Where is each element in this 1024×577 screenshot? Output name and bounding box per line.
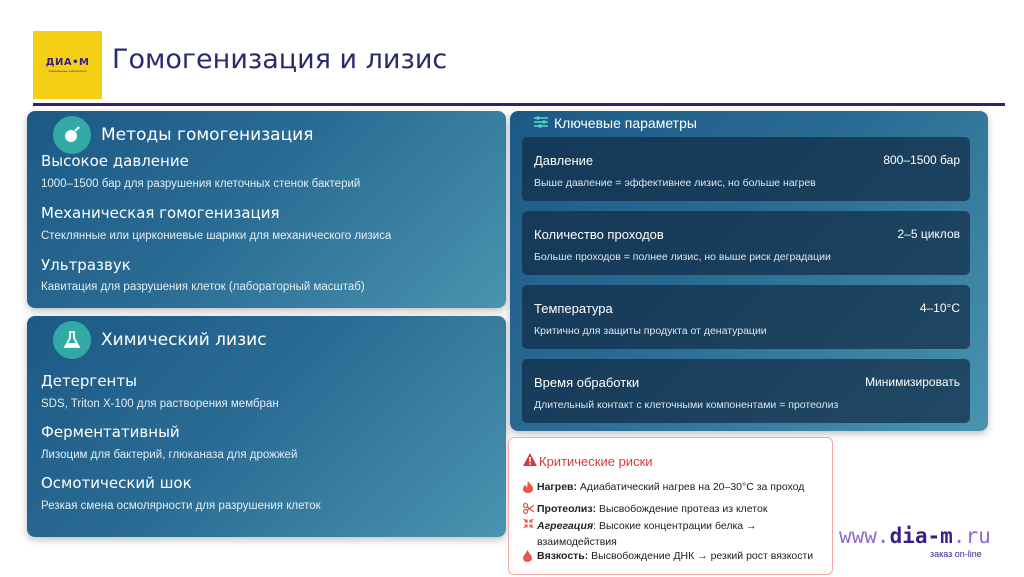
risk-item-aggregation (523, 518, 823, 550)
bomb-icon (53, 116, 91, 154)
risks-title: Критические риски (539, 453, 653, 469)
risk-text: Высвобождение ДНК → резкий рост вязкости (588, 550, 814, 562)
compress-icon (523, 518, 537, 532)
sliders-icon (534, 115, 548, 131)
title-divider (33, 103, 1005, 106)
company-logo (33, 31, 102, 99)
flame-icon (523, 481, 537, 496)
chem-title-osmotic: Осмотический шок (41, 474, 192, 492)
methods-header (53, 116, 313, 154)
methods-card (27, 111, 506, 308)
param-desc: Критично для защиты продукта от денатурации (534, 325, 767, 337)
method-desc-mechanical: Стеклянные или циркониевые шарики для механического лизиса (41, 230, 392, 242)
risk-text: Высвобождение протеаз из клеток (596, 503, 768, 515)
method-title-ultrasound: Ультразвук (41, 256, 131, 274)
brand-tagline: заказ on-line (930, 549, 982, 559)
page-title: Гомогенизация и лизис (112, 44, 448, 75)
brand-name: dia-m (889, 524, 953, 548)
warning-icon (523, 453, 537, 469)
method-title-pressure: Высокое давление (41, 152, 189, 170)
risk-label: Нагрев: (537, 481, 578, 493)
brand-prefix: www. (839, 524, 890, 548)
chem-desc-osmotic: Резкая смена осмолярности для разрушения клеток (41, 500, 321, 512)
param-value: 4–10°C (919, 301, 960, 315)
param-name: Давление (534, 153, 594, 168)
chemical-lysis-card (27, 316, 506, 537)
risk-label: Вязкость: (537, 550, 589, 562)
chemical-title: Химический лизис (101, 330, 267, 350)
risk-text: : Высокие концентрации белка → взаимодействия (537, 520, 757, 548)
param-value: Минимизировать (865, 375, 960, 389)
scissors-icon (523, 503, 537, 517)
param-desc: Выше давление = эффективнее лизис, но больше нагрев (534, 177, 816, 189)
param-pressure (522, 137, 970, 201)
risk-text: Адиабатический нагрев на 20–30°C за проход (577, 481, 805, 493)
key-parameters-card (510, 111, 988, 431)
param-desc: Длительный контакт с клеточными компонентами = протеолиз (534, 399, 839, 411)
flask-icon (53, 321, 91, 359)
risk-label: Протеолиз: (537, 503, 597, 515)
chem-title-enzymatic: Ферментативный (41, 423, 180, 441)
param-passes (522, 211, 970, 275)
param-name: Количество проходов (534, 227, 664, 242)
params-title: Ключевые параметры (554, 115, 697, 131)
chem-desc-enzymatic: Лизоцим для бактерий, глюканаза для дрожжей (41, 449, 298, 461)
risk-item-proteolysis (523, 503, 767, 517)
param-value: 2–5 циклов (897, 227, 960, 241)
critical-risks-card (508, 437, 833, 575)
risks-header (523, 453, 653, 469)
param-value: 800–1500 бар (883, 153, 960, 167)
website-link[interactable] (839, 524, 991, 548)
method-title-mechanical: Механическая гомогенизация (41, 204, 280, 222)
risk-label: Агрегация (537, 520, 594, 532)
param-time (522, 359, 970, 423)
chem-desc-detergents: SDS, Triton X-100 для растворения мембран (41, 398, 279, 410)
param-name: Температура (534, 301, 613, 316)
risk-item-heating (523, 481, 804, 496)
method-desc-ultrasound: Кавитация для разрушения клеток (лабораторный масштаб) (41, 281, 365, 293)
methods-title: Методы гомогенизация (101, 125, 314, 145)
method-desc-pressure: 1000–1500 бар для разрушения клеточных стенок бактерий (41, 178, 361, 190)
risk-item-viscosity (523, 550, 813, 565)
droplet-icon (523, 550, 537, 565)
chem-title-detergents: Детергенты (41, 372, 137, 390)
param-desc: Больше проходов = полнее лизис, но выше риск деградации (534, 251, 831, 263)
brand-suffix: .ru (952, 524, 991, 548)
chemical-header (53, 321, 267, 359)
param-name: Время обработки (534, 375, 640, 390)
logo-text: ДИА•М (45, 57, 90, 68)
logo-subtext: современные лаборатории (48, 69, 87, 73)
params-header (534, 115, 697, 131)
param-temperature (522, 285, 970, 349)
